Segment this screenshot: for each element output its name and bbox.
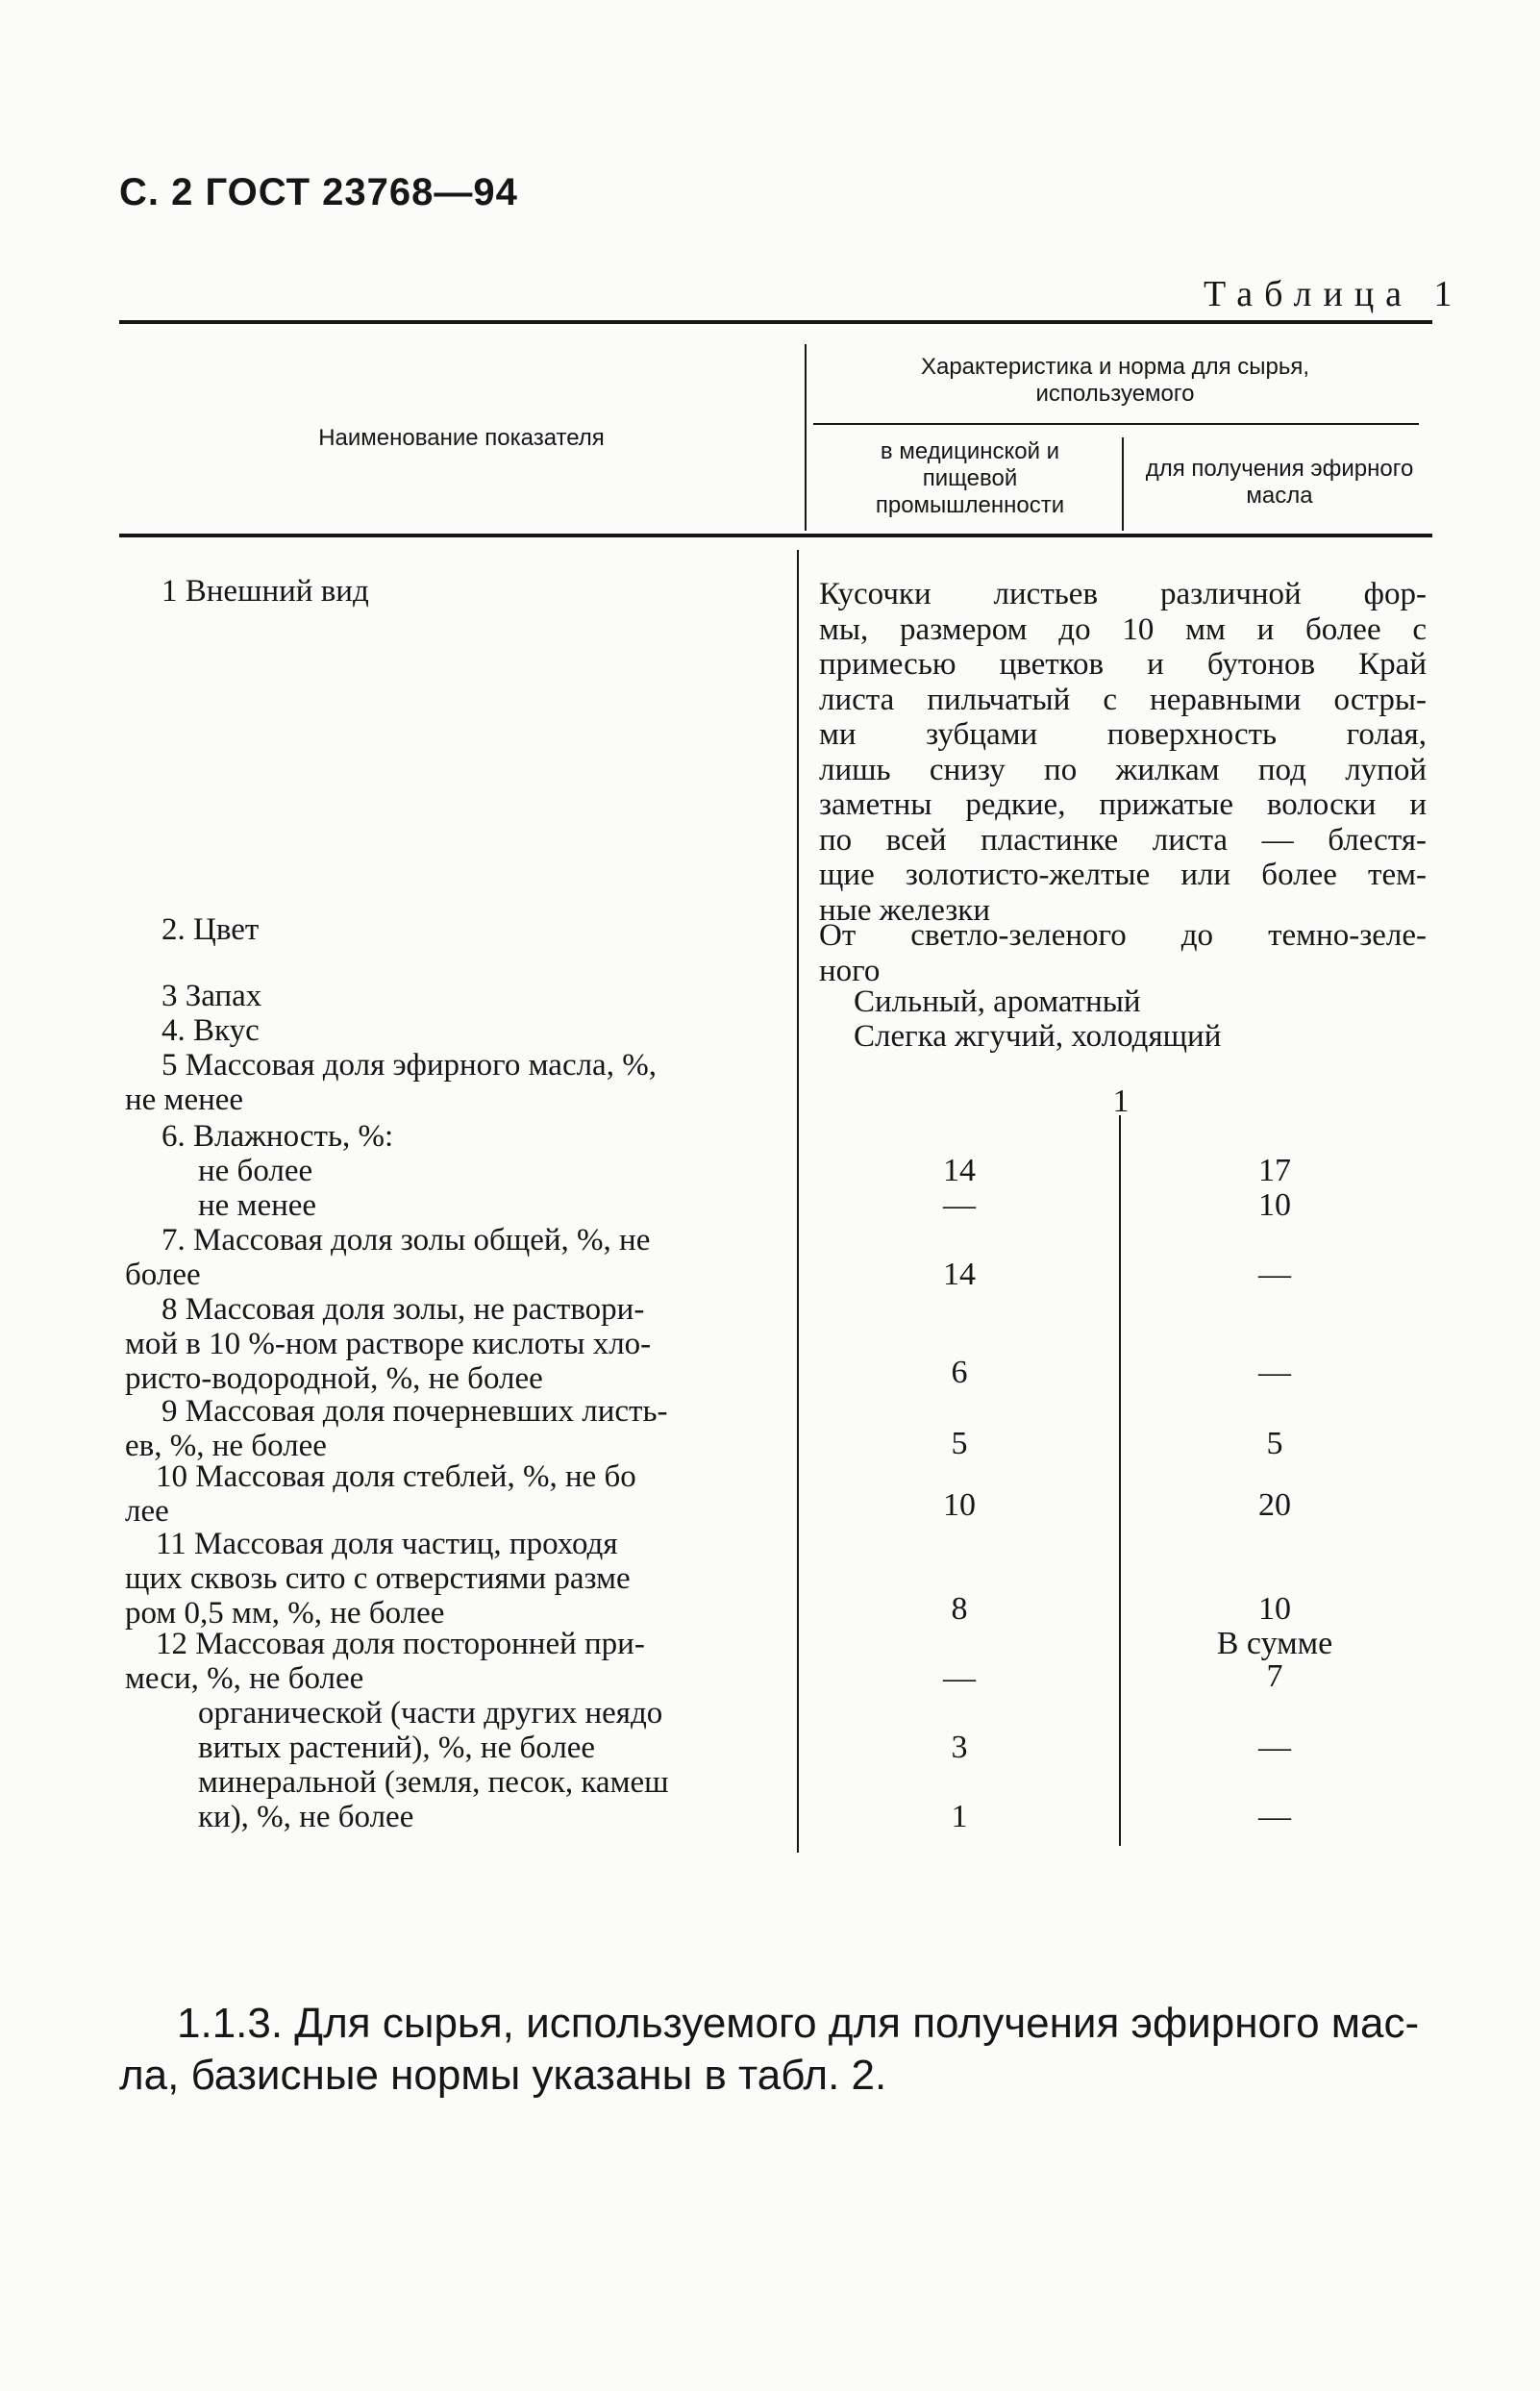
table-header-rule (119, 534, 1432, 537)
row-8-medical-value: 6 (951, 1355, 968, 1390)
row-12b-medical-value: 1 (951, 1799, 968, 1834)
row-3-name: 3 Запах (161, 979, 262, 1013)
row-6-name: 6. Влажность, %: (161, 1119, 394, 1154)
row-7-medical-value: 14 (943, 1257, 976, 1292)
row-12a-medical-value: 3 (951, 1730, 968, 1765)
row-1-name: 1 Внешний вид (161, 574, 369, 609)
row-6b-medical-value: — (943, 1187, 976, 1223)
column-header-group: Характеристика и норма для сырья, используемого (920, 354, 1310, 407)
subheader-essential-oil: для получения эфирного масла (1145, 456, 1414, 509)
paragraph-1-1-3: 1.1.3. Для сырья, используемого для получения эфирного мас- ла, базисные нормы указаны в табл. 2. (119, 2000, 1420, 2099)
row-9-name: 9 Массовая доля почерневших листь- ев, %, не более (125, 1394, 668, 1463)
row-3-description: Сильный, ароматный (854, 984, 1141, 1019)
row-12-name: 12 Массовая доля посторонней при- меси, %, не более (125, 1627, 645, 1696)
row-6b-oil-value: 10 (1258, 1187, 1291, 1223)
row-1-description: Кусочки листьев различной фор- мы, размером до 10 мм и более с примесью цветков и бутонов Край листа пильчатый с неравными остры- ми зубцами поверхность голая, лишь снизу по жилкам под лупой заметны редкие, прижатые волоски и по всей пластинке листа — блестя- щие золотисто-желтые или более тем- ные железки (819, 577, 1427, 928)
row-10-name: 10 Массовая доля стеблей, %, не бо лее (125, 1459, 636, 1529)
body-value-divider (1119, 1115, 1121, 1846)
row-6a-oil-value: 17 (1258, 1153, 1291, 1188)
row-9-medical-value: 5 (951, 1426, 968, 1461)
row-2-name: 2. Цвет (161, 912, 260, 947)
row-12-oil-value: 7 (1266, 1658, 1283, 1694)
row-6b-name: не менее (198, 1188, 317, 1223)
group-header-rule (813, 423, 1419, 425)
column-header-name: Наименование показателя (318, 425, 605, 451)
row-6a-medical-value: 14 (943, 1153, 976, 1188)
table-label: Таблица 1 (1204, 274, 1464, 314)
row-12a-oil-value: — (1258, 1730, 1291, 1765)
row-10-medical-value: 10 (943, 1487, 976, 1523)
row-12b-oil-value: — (1258, 1799, 1291, 1834)
row-5-oil-value: 1 (1112, 1083, 1130, 1119)
row-4-description: Слегка жгучий, холодящий (854, 1019, 1222, 1054)
row-2-description: От светло-зеленого до темно-зеле- ного (819, 918, 1427, 988)
row-12-medical-value: — (943, 1660, 976, 1696)
row-9-oil-value: 5 (1266, 1426, 1283, 1461)
row-12-oil-sum-label: В сумме (1216, 1626, 1333, 1661)
row-7-oil-value: — (1258, 1257, 1291, 1292)
row-5-name: 5 Массовая доля эфирного масла, %, не менее (125, 1048, 657, 1117)
body-column-divider (797, 550, 799, 1853)
row-11-medical-value: 8 (951, 1591, 968, 1627)
page-reference: С. 2 ГОСТ 23768—94 (119, 171, 518, 213)
row-12b-name: минеральной (земля, песок, камеш ки), %, не более (198, 1765, 669, 1834)
row-12a-name: органической (части других неядо витых растений), %, не более (198, 1696, 663, 1765)
subheader-column-divider (1122, 437, 1124, 531)
row-8-name: 8 Массовая доля золы, не раствори- мой в 10 %-ном растворе кислоты хло- ристо-водородной, %, не более (125, 1292, 652, 1396)
row-6a-name: не более (198, 1154, 313, 1188)
row-8-oil-value: — (1258, 1355, 1291, 1390)
row-4-name: 4. Вкус (161, 1013, 260, 1048)
row-11-oil-value: 10 (1258, 1591, 1291, 1627)
row-10-oil-value: 20 (1258, 1487, 1291, 1523)
header-column-divider (805, 344, 807, 531)
row-11-name: 11 Массовая доля частиц, проходя щих сквозь сито с отверстиями разме ром 0,5 мм, %, не более (125, 1527, 631, 1631)
row-7-name: 7. Массовая доля золы общей, %, не более (125, 1223, 651, 1292)
table-top-rule (119, 320, 1432, 324)
subheader-medical-food: в медицинской и пищевой промышленности (875, 438, 1065, 518)
